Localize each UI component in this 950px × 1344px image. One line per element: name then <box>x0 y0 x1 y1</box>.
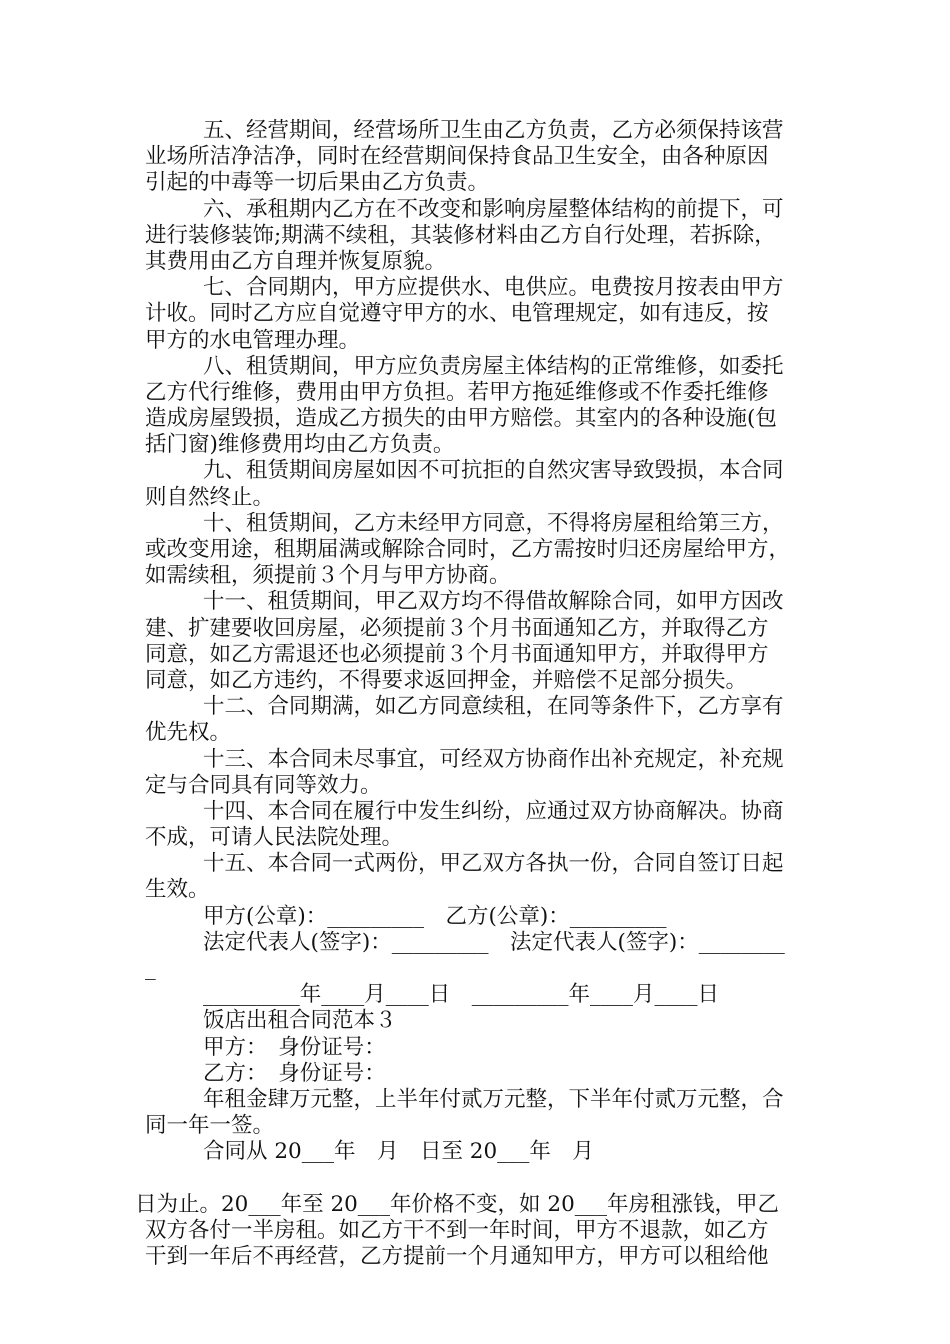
clause-14-line-1: 十四、本合同在履行中发生纠纷，应通过双方协商解决。协商 <box>203 798 784 824</box>
party-b-id-line: 乙方： 身份证号： <box>203 1060 386 1086</box>
clause-6-line-3: 其费用由乙方自理并恢复原貌。 <box>145 248 447 274</box>
clause-10-line-1: 十、租赁期间，乙方未经甲方同意，不得将房屋租给第三方， <box>203 510 784 536</box>
clause-7-line-2: 计收。同时乙方应自觉遵守甲方的水、电管理规定，如有违反，按 <box>145 301 769 327</box>
annual-rent-line-1: 年租金肆万元整，上半年付贰万元整，下半年付贰万元整，合 <box>203 1086 784 1112</box>
blank-line <box>145 1166 815 1192</box>
party-a-id-line: 甲方： 身份证号： <box>203 1034 386 1060</box>
clause-12-line-2: 优先权。 <box>145 720 232 746</box>
clause-8-line-1: 八、租赁期间，甲方应负责房屋主体结构的正常维修，如委托 <box>203 353 784 379</box>
clause-8-line-3: 造成房屋毁损，造成乙方损失的由甲方赔偿。其室内的各种设施(包 <box>145 406 777 432</box>
term-line-1: 合同从 20___年 月 日至 20___年 月 <box>203 1139 594 1165</box>
clause-13-line-2: 定与合同具有同等效力。 <box>145 772 382 798</box>
clause-7-line-1: 七、合同期内，甲方应提供水、电供应。电费按月按表由甲方 <box>203 275 784 301</box>
clause-11-line-1: 十一、租赁期间，甲乙双方均不得借故解除合同，如甲方因改 <box>203 589 784 615</box>
date-line: _________年____月____日 _________年____月____日 <box>203 982 720 1008</box>
clause-11-line-2: 建、扩建要收回房屋，必须提前３个月书面通知乙方，并取得乙方 <box>145 615 769 641</box>
clause-12-line-1: 十二、合同期满，如乙方同意续租，在同等条件下，乙方享有 <box>203 694 784 720</box>
contract-template-title: 饭店出租合同范本３ <box>203 1008 397 1034</box>
term-line-4: 干到一年后不再经营，乙方提前一个月通知甲方，甲方可以租给他 <box>145 1243 769 1269</box>
clause-9-line-2: 则自然终止。 <box>145 484 275 510</box>
clause-10-line-3: 如需续租，须提前３个月与甲方协商。 <box>145 563 511 589</box>
term-line-2: 日为止。20___年至 20___年价格不变，如 20___年房租涨钱，甲乙 <box>135 1191 779 1217</box>
clause-14-line-2: 不成，可请人民法院处理。 <box>145 825 404 851</box>
clause-15-line-2: 生效。 <box>145 877 210 903</box>
clause-9-line-1: 九、租赁期间房屋如因不可抗拒的自然灾害导致毁损，本合同 <box>203 458 784 484</box>
clause-5-line-1: 五、经营期间，经营场所卫生由乙方负责，乙方必须保持该营 <box>203 118 784 143</box>
clause-6-line-2: 进行装修装饰;期满不续租，其装修材料由乙方自行处理，若拆除， <box>145 222 776 248</box>
clause-11-line-3: 同意，如乙方需退还也必须提前３个月书面通知甲方，并取得甲方 <box>145 641 769 667</box>
clause-8-line-4: 括门窗)维修费用均由乙方负责。 <box>145 432 455 458</box>
clause-8-line-2: 乙方代行维修，费用由甲方负担。若甲方拖延维修或不作委托维修 <box>145 379 769 405</box>
annual-rent-line-2: 同一年一签。 <box>145 1113 275 1139</box>
clause-13-line-1: 十三、本合同未尽事宜，可经双方协商作出补充规定，补充规 <box>203 746 784 772</box>
clause-5-line-3: 引起的中毒等一切后果由乙方负责。 <box>145 170 490 196</box>
clause-15-line-1: 十五、本合同一式两份，甲乙双方各执一份，合同自签订日起 <box>203 851 784 877</box>
contract-body <box>135 118 815 1270</box>
clause-6-line-1: 六、承租期内乙方在不改变和影响房屋整体结构的前提下，可 <box>203 196 784 222</box>
clause-5-line-2: 业场所洁净洁净，同时在经营期间保持食品卫生安全，由各种原因 <box>145 144 769 170</box>
clause-7-line-3: 甲方的水电管理办理。 <box>145 327 361 353</box>
clause-10-line-2: 或改变用途，租期届满或解除合同时，乙方需按时归还房屋给甲方， <box>145 537 791 562</box>
clause-11-line-4: 同意，如乙方违约，不得要求返回押金，并赔偿不足部分损失。 <box>145 667 748 693</box>
signature-line-overflow: _ <box>145 956 156 981</box>
term-line-3: 双方各付一半房租。如乙方干不到一年时间，甲方不退款，如乙方 <box>145 1217 769 1243</box>
signature-line: 法定代表人(签字)：_________ 法定代表人(签字)：________ <box>203 929 785 955</box>
seal-line: 甲方(公章)：_________ 乙方(公章)：_________ <box>203 903 667 929</box>
